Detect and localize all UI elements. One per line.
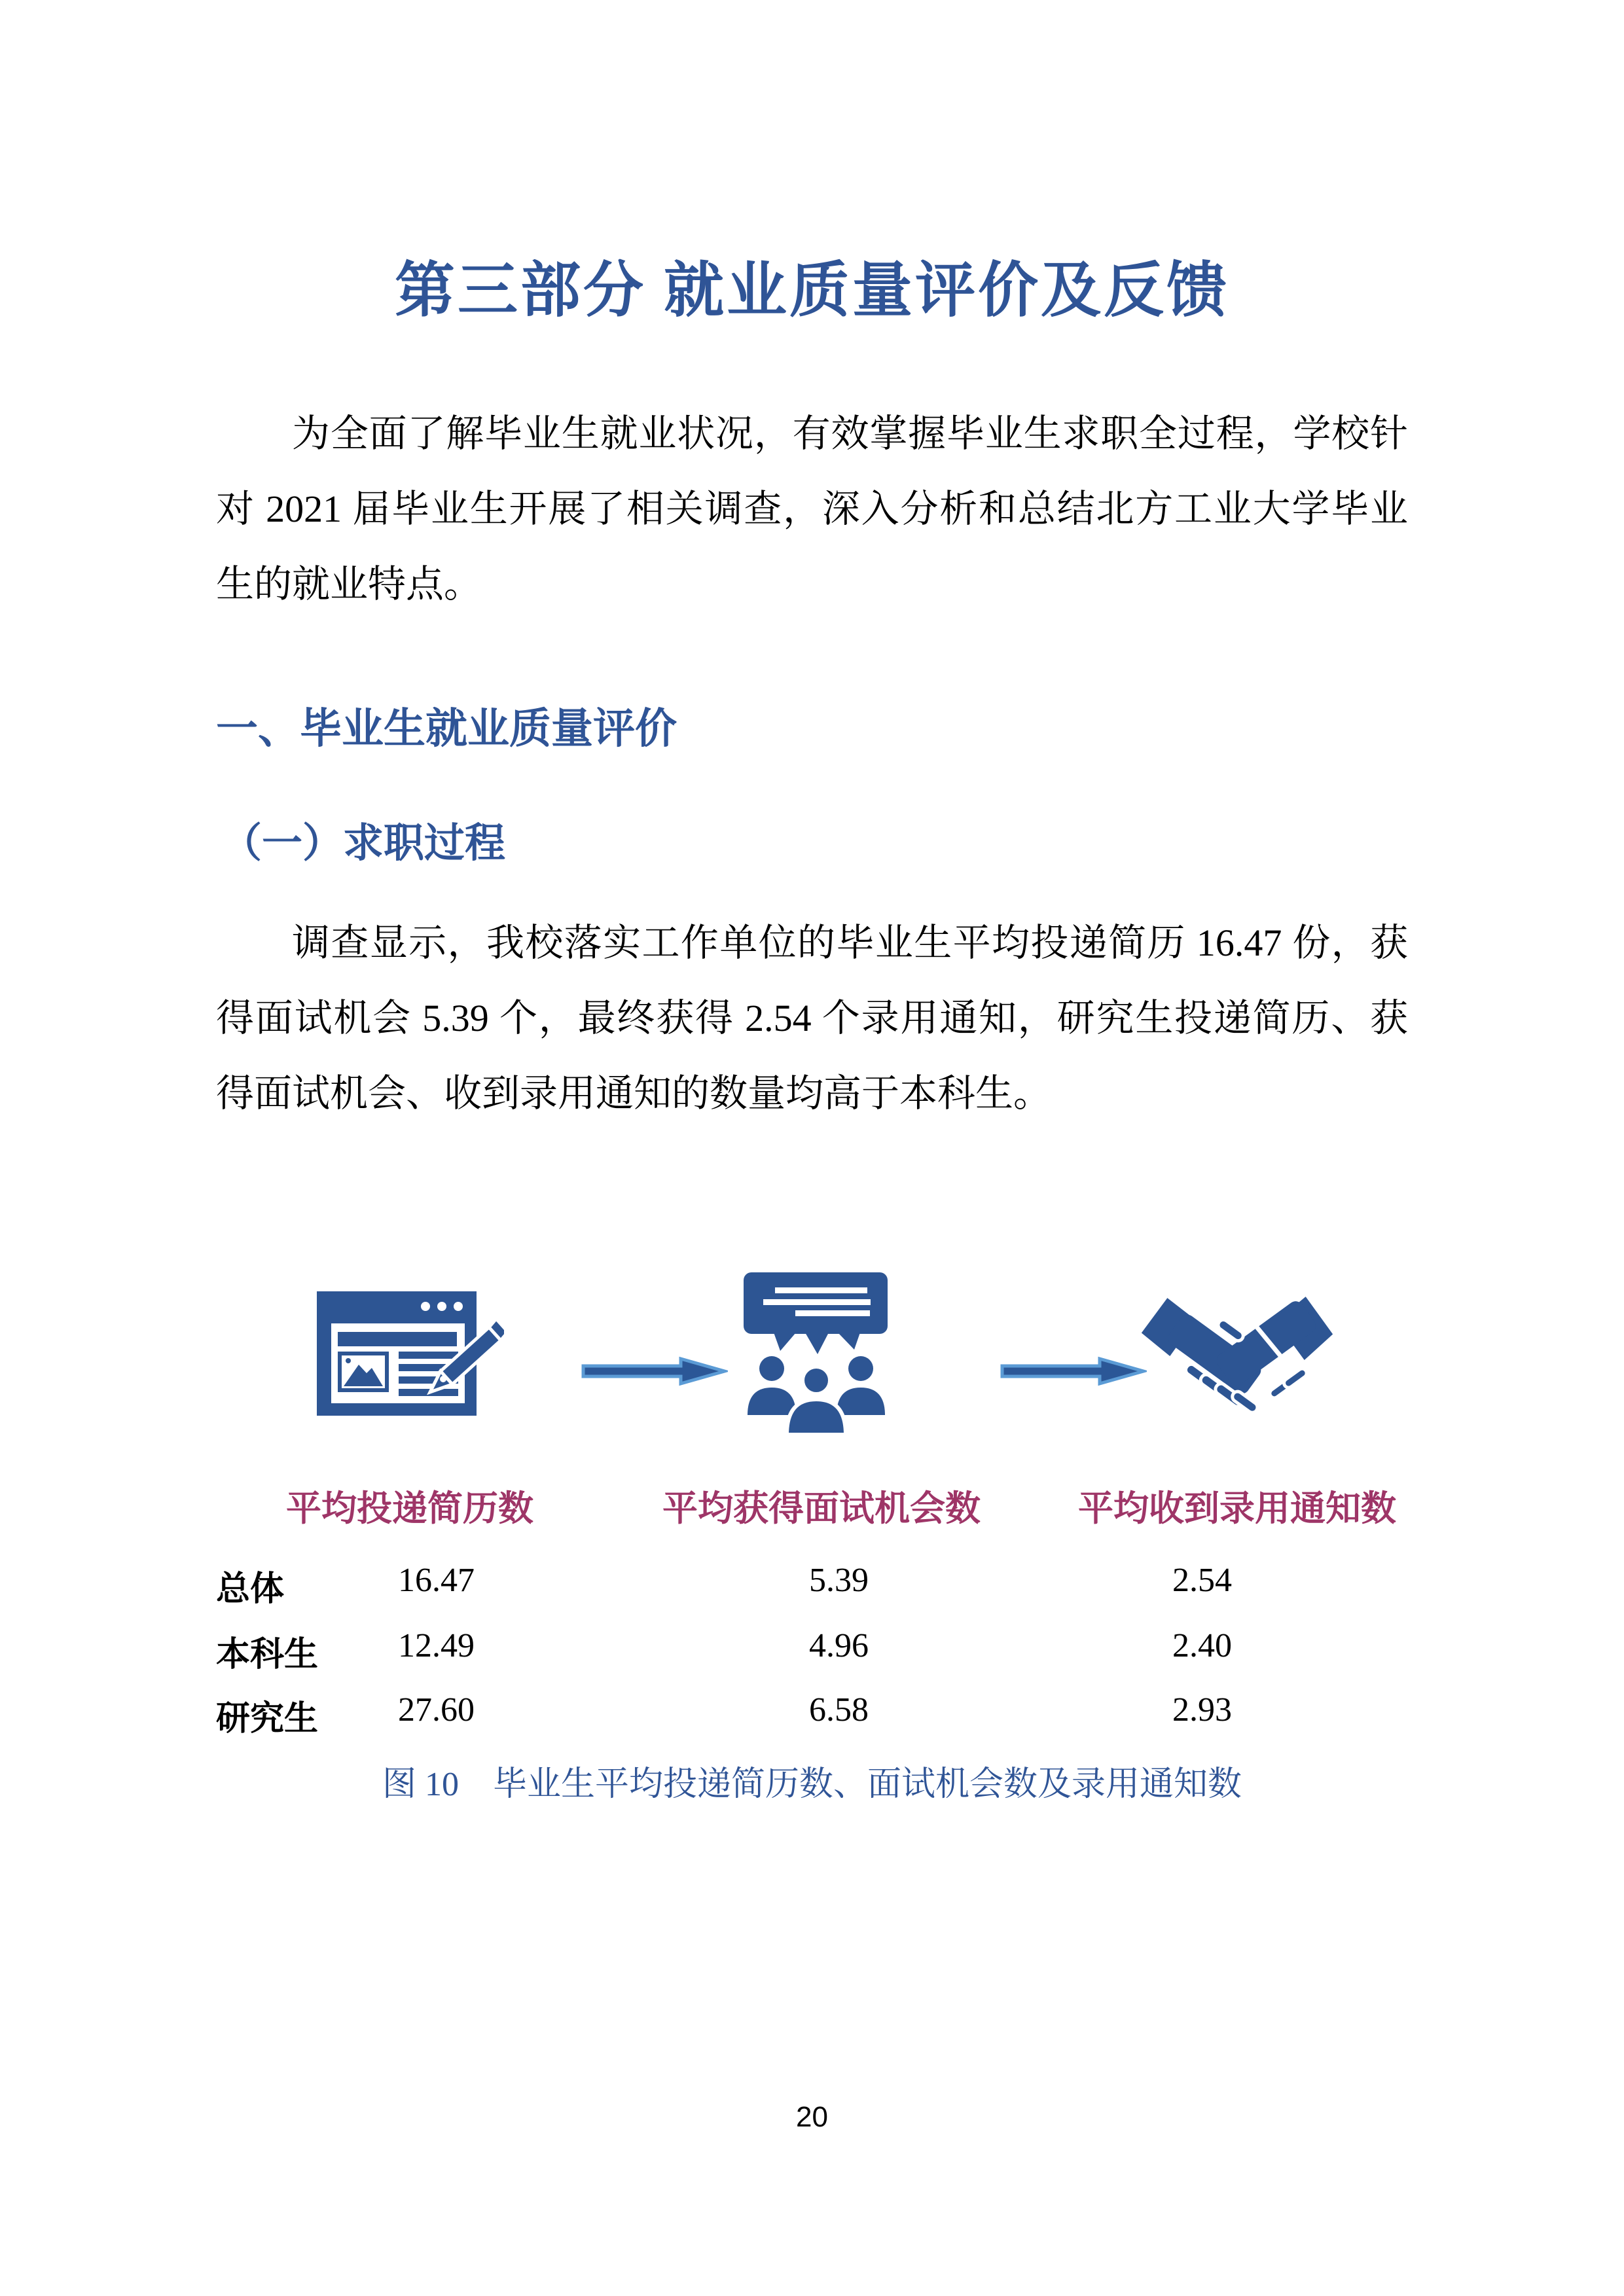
subsection-heading: （一）求职过程 <box>221 821 506 866</box>
resume-browser-icon <box>314 1286 504 1424</box>
cell-resumes: 27.60 <box>398 1691 475 1729</box>
flow-label-resumes: 平均投递简历数 <box>286 1489 533 1528</box>
survey-paragraph: 调查显示，我校落实工作单位的毕业生平均投递简历 16.47 份，获得面试机会 5.39 个，最终获得 2.54 个录用通知，研究生投递简历、获得面试机会、收到录用通知的数量均高于本科生。 <box>216 922 1408 1115</box>
cell-resumes: 12.49 <box>398 1627 475 1664</box>
cell-offers: 2.93 <box>1172 1691 1232 1729</box>
table-row <box>216 1561 1408 1607</box>
row-label: 研究生 <box>216 1700 319 1738</box>
flow-label-interviews: 平均获得面试机会数 <box>662 1489 981 1528</box>
cell-resumes: 16.47 <box>398 1562 475 1599</box>
handshake-icon <box>1134 1293 1341 1422</box>
table-row <box>216 1626 1408 1672</box>
cell-offers: 2.54 <box>1172 1562 1232 1599</box>
cell-interviews: 6.58 <box>809 1691 869 1729</box>
row-label: 本科生 <box>216 1636 319 1674</box>
flow-arrow-2 <box>1000 1356 1147 1386</box>
page-title: 第三部分 就业质量评价及反馈 <box>394 257 1229 324</box>
intro-paragraph: 为全面了解毕业生就业状况，有效掌握毕业生求职全过程，学校针对 2021 届毕业生开展了相关调查，深入分析和总结北方工业大学毕业生的就业特点。 <box>216 412 1408 605</box>
table-row <box>216 1691 1408 1736</box>
flow-arrow-1 <box>581 1356 728 1386</box>
row-label: 总体 <box>216 1570 285 1608</box>
interview-panel-icon <box>740 1270 893 1437</box>
section-heading: 一、毕业生就业质量评价 <box>216 705 677 752</box>
figure-caption: 图 10 毕业生平均投递简历数、面试机会数及录用通知数 <box>382 1766 1242 1803</box>
flow-label-offers: 平均收到录用通知数 <box>1078 1489 1396 1528</box>
cell-interviews: 5.39 <box>809 1562 869 1599</box>
page-number: 20 <box>796 2101 828 2133</box>
cell-offers: 2.40 <box>1172 1627 1232 1664</box>
cell-interviews: 4.96 <box>809 1627 869 1664</box>
